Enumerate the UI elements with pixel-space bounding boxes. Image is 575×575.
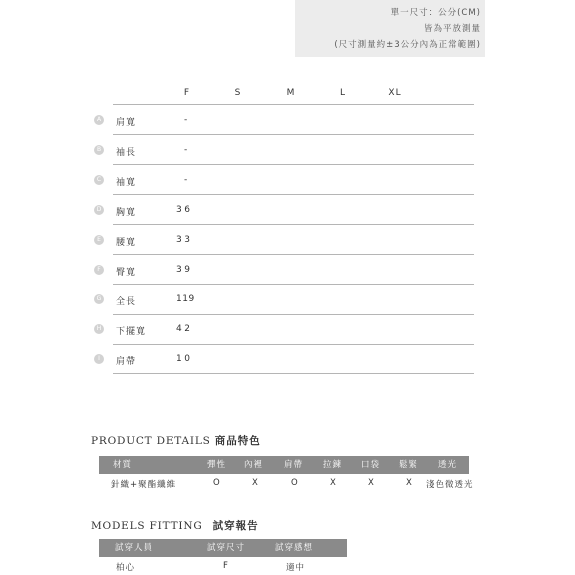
header-pocket: 口袋	[361, 460, 381, 470]
unit-note-box	[295, 0, 485, 57]
row-value-length: 119	[176, 294, 195, 304]
row-value-hip: 39	[176, 265, 193, 275]
table-divider	[113, 254, 474, 255]
row-label-hem: 下擺寬	[116, 327, 147, 337]
header-material: 材質	[113, 460, 133, 470]
size-header-xl: XL	[388, 88, 402, 98]
value-elasticity: O	[213, 478, 221, 488]
table-divider	[113, 164, 474, 165]
row-badge-d: D	[94, 205, 104, 215]
product-details-title	[91, 433, 261, 448]
size-header-f: F	[183, 88, 191, 98]
value-pocket: X	[368, 478, 375, 488]
row-value-strap: 10	[176, 354, 193, 364]
models-fitting-title	[91, 518, 259, 533]
row-label-waist: 腰寬	[116, 238, 137, 248]
row-badge-a: A	[94, 115, 104, 125]
header-elasticity: 彈性	[207, 460, 227, 470]
row-badge-f: F	[94, 265, 104, 275]
product-details-title-en: PRODUCT DETAILS	[91, 435, 211, 447]
header-fitting-feedback: 試穿感想	[275, 543, 314, 553]
table-divider	[113, 344, 474, 345]
row-badge-e: E	[94, 235, 104, 245]
row-value-shoulder: -	[184, 115, 190, 125]
value-zipper: X	[330, 478, 337, 488]
row-value-sleeve-width: -	[184, 175, 190, 185]
value-fitting-size: F	[223, 561, 229, 571]
row-label-strap: 肩帶	[116, 357, 137, 367]
header-lining: 內裡	[244, 460, 264, 470]
size-header-s: S	[234, 88, 242, 98]
product-details-title-zh: 商品特色	[214, 435, 261, 447]
row-label-chest: 胸寬	[116, 208, 137, 218]
models-fitting-title-zh: 試穿報告	[212, 520, 259, 532]
row-label-sleeve-width: 袖寬	[116, 178, 137, 188]
value-fitting-feedback: 適中	[286, 563, 306, 573]
row-value-sleeve-length: -	[184, 145, 190, 155]
size-header-m: M	[286, 88, 296, 98]
value-sheerness: 淺色微透光	[426, 480, 474, 490]
table-divider	[113, 314, 474, 315]
header-stretch: 鬆緊	[399, 460, 419, 470]
value-material: 針織+聚酯纖維	[111, 480, 177, 490]
value-lining: X	[252, 478, 259, 488]
header-sheerness: 透光	[438, 460, 458, 470]
row-value-chest: 36	[176, 205, 193, 215]
header-strap: 肩帶	[284, 460, 304, 470]
row-badge-h: H	[94, 324, 104, 334]
row-label-length: 全長	[116, 297, 137, 307]
value-stretch: X	[406, 478, 413, 488]
row-badge-b: B	[94, 145, 104, 155]
value-model: 柏心	[116, 563, 136, 573]
header-fitting-size: 試穿尺寸	[207, 543, 246, 553]
models-fitting-title-en: MODELS FITTING	[91, 520, 203, 532]
row-value-hem: 42	[176, 324, 193, 334]
row-badge-g: G	[94, 294, 104, 304]
table-divider	[113, 194, 474, 195]
table-divider	[113, 224, 474, 225]
table-divider	[113, 284, 474, 285]
row-badge-i: I	[94, 354, 104, 364]
unit-note-line-3: (尺寸測量約±3公分內為正常範圍)	[334, 40, 481, 50]
models-fitting-header-bar	[99, 539, 347, 557]
product-details-header-bar	[99, 456, 469, 474]
row-label-shoulder: 肩寬	[116, 118, 137, 128]
row-label-hip: 臀寬	[116, 268, 137, 278]
unit-note-line-1: 單一尺寸：公分(CM)	[390, 8, 481, 18]
value-strap: O	[291, 478, 299, 488]
row-label-sleeve-length: 袖長	[116, 148, 137, 158]
unit-note-line-2: 皆為平放測量	[423, 24, 481, 34]
table-divider	[113, 104, 474, 105]
header-zipper: 拉鍊	[323, 460, 343, 470]
row-value-waist: 33	[176, 235, 193, 245]
table-divider	[113, 134, 474, 135]
table-divider	[113, 373, 474, 374]
row-badge-c: C	[94, 175, 104, 185]
header-model: 試穿人員	[115, 543, 154, 553]
size-header-l: L	[339, 88, 346, 98]
